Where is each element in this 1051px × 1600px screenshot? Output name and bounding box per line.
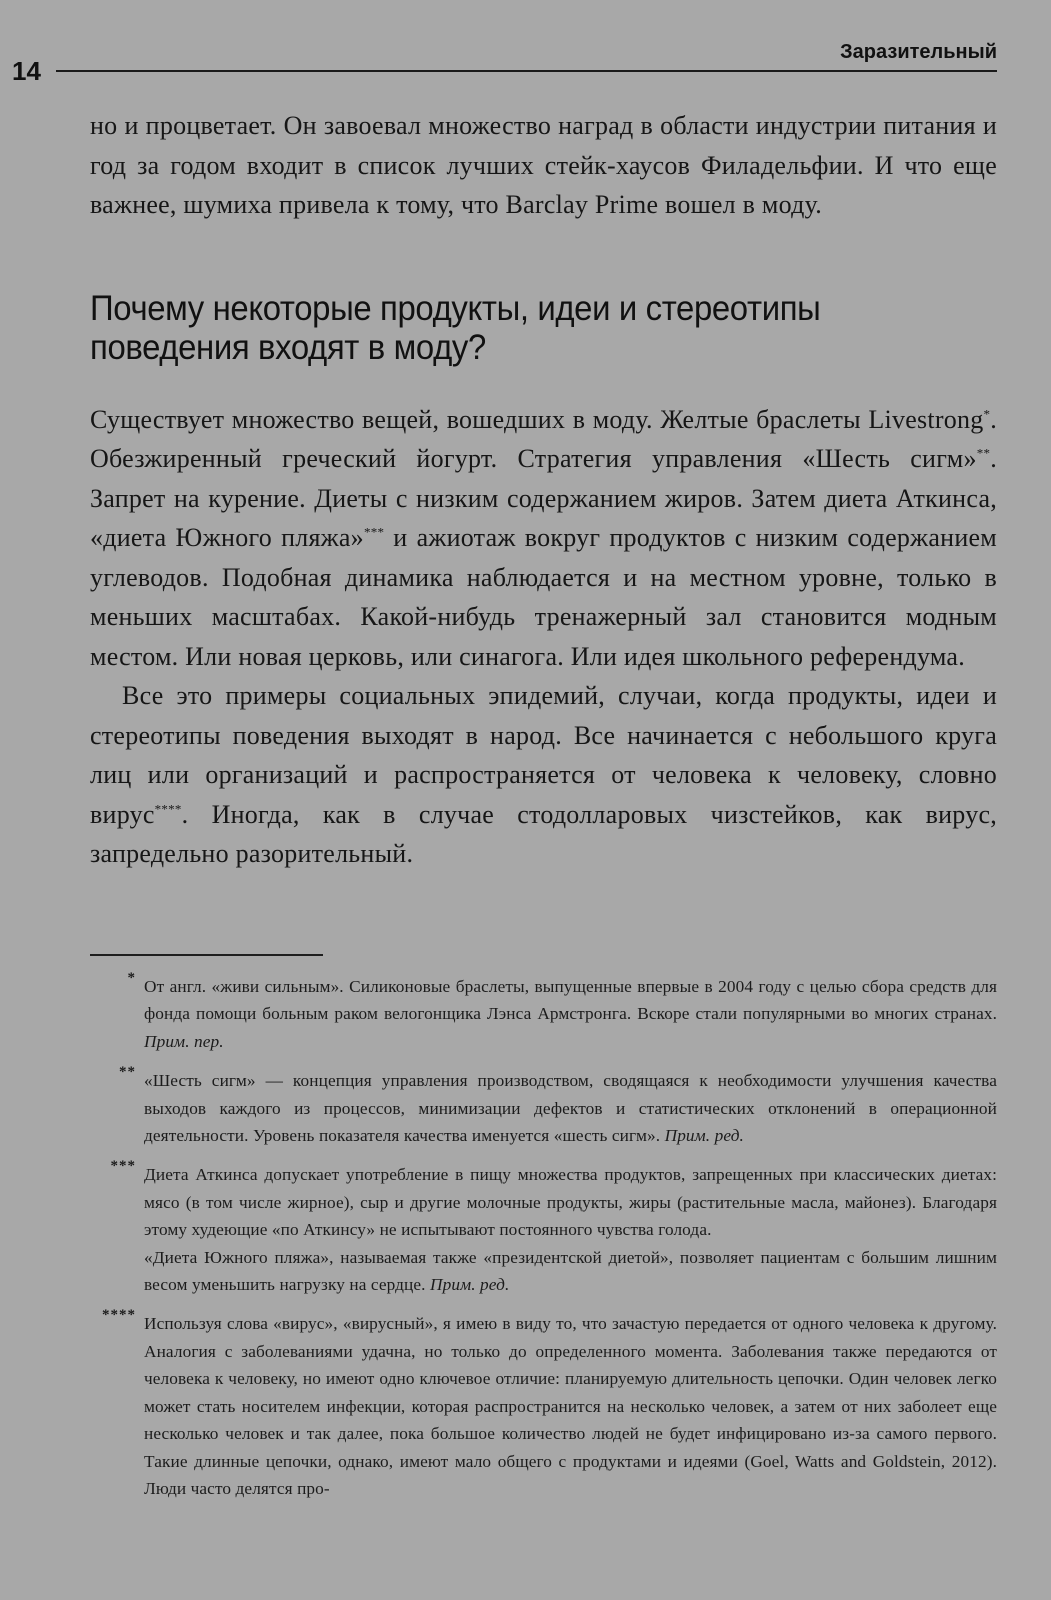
header-rule (56, 70, 997, 72)
footnote-mark: * (127, 970, 136, 986)
footnote-note: Прим. ред. (430, 1275, 510, 1295)
footnote-4 (90, 1307, 997, 1502)
footnote-note: Прим. пер. (144, 1031, 224, 1051)
footnote-text-continued (144, 1244, 997, 1299)
footnote-mark: **** (102, 1307, 136, 1324)
section-heading-line-1: Почему некоторые продукты, идеи и стереотипы (90, 288, 821, 328)
footnotes (90, 970, 997, 1514)
footnote-ref-3[interactable]: *** (363, 524, 385, 540)
paragraph-continuation: но и процветает. Он завоевал множество наград в области индустрии питания и год за годом входит в список лучших стейк-хаусов Филадельфии. И что еще важнее, шумиха привела к тому, что Barclay Prime вошел в моду. (90, 111, 997, 219)
paragraph-1-text-d: и ажиотаж вокруг продуктов с низким содержанием углеводов. Подобная динамика наблюдается и на местном уровне, только в меньших масштабах. Какой-нибудь тренажерный зал становится модным местом. Или новая церковь, или синагога. Или идея школьного референдума. (90, 523, 997, 671)
paragraph-1-text-a: Существует множество вещей, вошедших в моду. Желтые браслеты Livestrong (90, 404, 984, 434)
footnote-text: Диета Аткинса допускает употребление в пищу множества продуктов, запрещенных при классических диетах: мясо (в том числе жирное), сыр и другие молочные продукты, жиры (растительные масла, майонез). Благодаря этому худеющие «по Аткинсу» не испытывают постоянного чувства голода. (144, 1165, 997, 1240)
footnote-ref-4[interactable]: **** (154, 800, 182, 816)
paragraph-1 (90, 400, 997, 677)
main-text (90, 106, 997, 874)
running-title: Заразительный (840, 41, 997, 63)
footnote-ref-1[interactable]: * (983, 405, 991, 421)
footnote-text (144, 973, 997, 1055)
page-number: 14 (12, 56, 41, 86)
footnote-rule (90, 954, 323, 956)
footnote-ref-2[interactable]: ** (976, 445, 991, 461)
section-heading-line-2: поведения входят в моду? (90, 327, 486, 367)
section-heading (90, 289, 997, 367)
footnote-mark: *** (110, 1158, 136, 1175)
paragraph-2-text-b: . Иногда, как в случае стодолларовых чизстейков, как вирус, запредельно разорительный. (90, 799, 997, 868)
footnote-3 (90, 1158, 997, 1298)
footnote-note: Прим. ред. (664, 1126, 744, 1146)
footnote-1 (90, 970, 997, 1055)
paragraph-1-text-c: . Запрет на курение. Диеты с низким содержанием жиров. Затем диета Аткинса, «диета Южного пляжа» (90, 444, 997, 552)
footnote-body: «Шесть сигм» — концепция управления производством, сводящаяся к необходимости улучшения качества выходов каждого из процессов, минимизации дефектов и статистических отклонений в операционной деятельности. Уровень показателя качества именуется «шесть сигм». (144, 1071, 997, 1146)
footnote-text (144, 1067, 997, 1149)
paragraph-2-text-a: Все это примеры социальных эпидемий, случаи, когда продукты, идеи и стереотипы поведения выходят в народ. Все начинается с небольшого круга лиц или организаций и распространяется от человека к человеку, словно вирус (90, 681, 997, 829)
footnote-2 (90, 1064, 997, 1149)
footnote-body: От англ. «живи сильным». Силиконовые браслеты, выпущенные впервые в 2004 году с целью сбора средств для фонда помощи больным раком велогонщика Лэнса Армстронга. Вскоре стали популярными во многих странах. (144, 977, 997, 1024)
footnote-text: Используя слова «вирус», «вирусный», я имею в виду то, что зачастую передается от одного человека к другому. Аналогия с заболеваниями удачна, но только до определенного момента. Заболевания также передаются от человека к человеку, но имеют одно ключевое отличие: планируемую длительность цепочки. Один человек легко может стать носителем инфекции, которая распространится на несколько человек, а затем от них заболеет еще несколько человек и так далее, пока большое количество людей не будет инфицировано из-за самого первого. Такие длинные цепочки, однако, имеют мало общего с продуктами и идеями (Goel, Watts and Goldstein, 2012). Люди часто делятся про- (144, 1314, 997, 1498)
paragraph-1-text-b: . Обезжиренный греческий йогурт. Стратегия управления «Шесть сигм» (90, 404, 997, 473)
paragraph-2 (90, 676, 997, 874)
footnote-body: «Диета Южного пляжа», называемая также «президентской диетой», позволяет пациентам с большим лишним весом уменьшить нагрузку на сердце. (144, 1247, 997, 1295)
footnote-mark: ** (119, 1064, 136, 1081)
